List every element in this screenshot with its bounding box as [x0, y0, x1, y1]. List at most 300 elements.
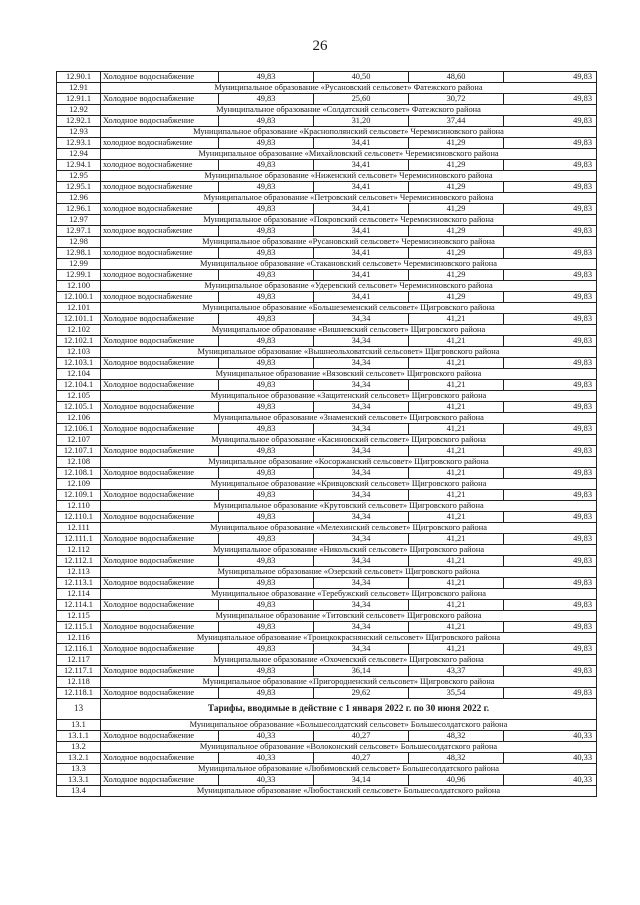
- tariff-value-1: 49,83: [219, 600, 314, 611]
- tariff-value-1: 49,83: [219, 226, 314, 237]
- tariff-value-1: 40,33: [219, 753, 314, 764]
- row-code: 12.112: [57, 545, 101, 556]
- tariff-value-1: 49,83: [219, 402, 314, 413]
- service-name: холодное водоснабжение: [101, 138, 219, 149]
- tariff-value-3: 48,60: [409, 72, 504, 83]
- row-code: 12.105.1: [57, 402, 101, 413]
- tariff-value-3: 41,29: [409, 138, 504, 149]
- row-code: 12.98: [57, 237, 101, 248]
- tariff-value-4: 49,83: [504, 314, 597, 325]
- tariff-row: [57, 314, 597, 325]
- tariff-value-1: 49,83: [219, 358, 314, 369]
- service-name: Холодное водоснабжение: [101, 116, 219, 127]
- row-code: 13.3: [57, 764, 101, 775]
- tariff-value-4: 49,83: [504, 644, 597, 655]
- municipality-row: [57, 720, 597, 731]
- municipality-row: [57, 303, 597, 314]
- municipality-name: Муниципальное образование «Волоконский сельсовет» Большесолдатского района: [101, 742, 597, 753]
- tariff-value-4: 49,83: [504, 204, 597, 215]
- tariff-value-2: 34,41: [314, 160, 409, 171]
- tariff-value-2: 34,41: [314, 182, 409, 193]
- municipality-name: Муниципальное образование «Косоржанский сельсовет» Щигровского района: [101, 457, 597, 468]
- tariff-row: [57, 226, 597, 237]
- municipality-row: [57, 325, 597, 336]
- row-code: 12.102.1: [57, 336, 101, 347]
- municipality-name: Муниципальное образование «Охочевский сельсовет» Щигровского района: [101, 655, 597, 666]
- service-name: холодное водоснабжение: [101, 182, 219, 193]
- tariff-value-1: 49,83: [219, 292, 314, 303]
- row-code: 12.113.1: [57, 578, 101, 589]
- tariff-row: [57, 116, 597, 127]
- municipality-name: Муниципальное образование «Стакановский сельсовет» Черемисиновского района: [101, 259, 597, 270]
- tariff-value-4: 49,83: [504, 94, 597, 105]
- tariff-value-3: 35,54: [409, 688, 504, 699]
- municipality-row: [57, 193, 597, 204]
- municipality-row: [57, 391, 597, 402]
- tariff-value-2: 34,41: [314, 138, 409, 149]
- row-code: 12.109: [57, 479, 101, 490]
- service-name: Холодное водоснабжение: [101, 446, 219, 457]
- tariff-value-4: 49,83: [504, 72, 597, 83]
- tariff-row: [57, 578, 597, 589]
- row-code: 12.94: [57, 149, 101, 160]
- tariff-value-3: 41,21: [409, 314, 504, 325]
- service-name: Холодное водоснабжение: [101, 424, 219, 435]
- tariff-value-2: 34,41: [314, 270, 409, 281]
- tariff-value-1: 49,83: [219, 248, 314, 259]
- service-name: Холодное водоснабжение: [101, 468, 219, 479]
- row-code: 12.112.1: [57, 556, 101, 567]
- tariff-value-4: 49,83: [504, 446, 597, 457]
- tariff-value-1: 49,83: [219, 424, 314, 435]
- tariff-value-1: 49,83: [219, 314, 314, 325]
- tariff-value-2: 36,14: [314, 666, 409, 677]
- municipality-name: Муниципальное образование «Русановский сельсовет» Фатежского района: [101, 83, 597, 94]
- tariff-value-4: 49,83: [504, 556, 597, 567]
- municipality-name: Муниципальное образование «Большесолдатский сельсовет» Большесолдатского района: [101, 720, 597, 731]
- tariff-value-1: 49,83: [219, 490, 314, 501]
- tariff-value-4: 49,83: [504, 534, 597, 545]
- service-name: Холодное водоснабжение: [101, 775, 219, 786]
- tariff-value-2: 34,34: [314, 534, 409, 545]
- service-name: Холодное водоснабжение: [101, 314, 219, 325]
- row-code: 12.115: [57, 611, 101, 622]
- tariff-value-2: 25,60: [314, 94, 409, 105]
- tariff-value-1: 49,83: [219, 116, 314, 127]
- tariff-value-2: 34,34: [314, 600, 409, 611]
- tariff-value-3: 41,29: [409, 248, 504, 259]
- municipality-name: Муниципальное образование «Кривцовский сельсовет» Щигровского района: [101, 479, 597, 490]
- row-code: 13.3.1: [57, 775, 101, 786]
- tariff-value-3: 41,29: [409, 292, 504, 303]
- tariff-row: [57, 490, 597, 501]
- tariff-value-4: 49,83: [504, 468, 597, 479]
- municipality-row: [57, 237, 597, 248]
- tariff-value-4: 49,83: [504, 358, 597, 369]
- service-name: Холодное водоснабжение: [101, 94, 219, 105]
- row-code: 13.1: [57, 720, 101, 731]
- municipality-name: Муниципальное образование «Любимовский сельсовет» Большесолдатского района: [101, 764, 597, 775]
- tariff-value-1: 49,83: [219, 666, 314, 677]
- row-code: 12.109.1: [57, 490, 101, 501]
- row-code: 12.108.1: [57, 468, 101, 479]
- tariff-value-1: 49,83: [219, 468, 314, 479]
- row-code: 12.96.1: [57, 204, 101, 215]
- tariff-value-1: 49,83: [219, 204, 314, 215]
- row-code: 12.93.1: [57, 138, 101, 149]
- tariff-row: [57, 775, 597, 786]
- municipality-name: Муниципальное образование «Озерский сельсовет» Щигровского района: [101, 567, 597, 578]
- tariff-value-4: 49,83: [504, 380, 597, 391]
- municipality-row: [57, 589, 597, 600]
- service-name: Холодное водоснабжение: [101, 600, 219, 611]
- row-code: 12.95: [57, 171, 101, 182]
- tariff-value-3: 41,29: [409, 160, 504, 171]
- tariff-value-4: 49,83: [504, 248, 597, 259]
- section-heading: Тарифы, вводимые в действие с 1 января 2022 г. по 30 июня 2022 г.: [101, 699, 597, 720]
- municipality-row: [57, 611, 597, 622]
- service-name: холодное водоснабжение: [101, 160, 219, 171]
- tariff-value-3: 48,32: [409, 753, 504, 764]
- municipality-row: [57, 742, 597, 753]
- row-code: 12.116.1: [57, 644, 101, 655]
- tariff-row: [57, 270, 597, 281]
- service-name: Холодное водоснабжение: [101, 534, 219, 545]
- tariff-value-1: 49,83: [219, 644, 314, 655]
- tariff-value-3: 41,21: [409, 556, 504, 567]
- tariff-value-2: 34,34: [314, 358, 409, 369]
- row-code: 12.102: [57, 325, 101, 336]
- municipality-row: [57, 281, 597, 292]
- row-code: 12.100.1: [57, 292, 101, 303]
- row-code: 13: [57, 699, 101, 720]
- municipality-name: Муниципальное образование «Знаменский сельсовет» Щигровского района: [101, 413, 597, 424]
- tariff-value-2: 34,41: [314, 292, 409, 303]
- municipality-name: Муниципальное образование «Большеземенский сельсовет» Щигровского района: [101, 303, 597, 314]
- municipality-name: Муниципальное образование «Никольский сельсовет» Щигровского района: [101, 545, 597, 556]
- tariff-value-2: 34,34: [314, 314, 409, 325]
- municipality-name: Муниципальное образование «Троицкокраснянский сельсовет» Щигровского района: [101, 633, 597, 644]
- tariff-row: [57, 138, 597, 149]
- row-code: 12.92.1: [57, 116, 101, 127]
- tariff-value-2: 34,34: [314, 556, 409, 567]
- tariff-value-1: 49,83: [219, 72, 314, 83]
- municipality-row: [57, 127, 597, 138]
- tariff-value-4: 49,83: [504, 226, 597, 237]
- service-name: холодное водоснабжение: [101, 204, 219, 215]
- row-code: 12.111.1: [57, 534, 101, 545]
- tariff-value-3: 41,21: [409, 468, 504, 479]
- row-code: 12.97: [57, 215, 101, 226]
- tariff-value-2: 34,34: [314, 468, 409, 479]
- tariff-value-4: 49,83: [504, 512, 597, 523]
- municipality-row: [57, 259, 597, 270]
- municipality-row: [57, 83, 597, 94]
- row-code: 12.99: [57, 259, 101, 270]
- municipality-name: Муниципальное образование «Теребужский сельсовет» Щигровского района: [101, 589, 597, 600]
- row-code: 12.98.1: [57, 248, 101, 259]
- tariff-value-3: 48,32: [409, 731, 504, 742]
- municipality-name: Муниципальное образование «Удеревский сельсовет» Черемисиновского района: [101, 281, 597, 292]
- municipality-row: [57, 764, 597, 775]
- tariff-value-4: 49,83: [504, 578, 597, 589]
- tariff-value-2: 34,34: [314, 424, 409, 435]
- tariff-table-body: [57, 72, 597, 797]
- tariff-row: [57, 424, 597, 435]
- tariff-value-4: 40,33: [504, 753, 597, 764]
- service-name: Холодное водоснабжение: [101, 578, 219, 589]
- municipality-name: Муниципальное образование «Касиновский сельсовет» Щигровского района: [101, 435, 597, 446]
- tariff-row: [57, 204, 597, 215]
- service-name: Холодное водоснабжение: [101, 688, 219, 699]
- service-name: Холодное водоснабжение: [101, 490, 219, 501]
- service-name: Холодное водоснабжение: [101, 358, 219, 369]
- tariff-table: [56, 71, 597, 797]
- municipality-name: Муниципальное образование «Краснополянский сельсовет» Черемисиновского района: [101, 127, 597, 138]
- municipality-row: [57, 457, 597, 468]
- tariff-row: [57, 182, 597, 193]
- tariff-row: [57, 753, 597, 764]
- tariff-value-3: 41,21: [409, 336, 504, 347]
- row-code: 12.107.1: [57, 446, 101, 457]
- municipality-name: Муниципальное образование «Вязовский сельсовет» Щигровского района: [101, 369, 597, 380]
- municipality-row: [57, 633, 597, 644]
- municipality-name: Муниципальное образование «Вишневский сельсовет» Щигровского района: [101, 325, 597, 336]
- row-code: 12.113: [57, 567, 101, 578]
- row-code: 12.95.1: [57, 182, 101, 193]
- tariff-value-3: 41,21: [409, 358, 504, 369]
- municipality-row: [57, 215, 597, 226]
- tariff-value-4: 49,83: [504, 402, 597, 413]
- row-code: 13.1.1: [57, 731, 101, 742]
- tariff-value-2: 34,34: [314, 336, 409, 347]
- tariff-row: [57, 644, 597, 655]
- tariff-value-2: 40,50: [314, 72, 409, 83]
- row-code: 12.115.1: [57, 622, 101, 633]
- tariff-value-2: 34,34: [314, 490, 409, 501]
- tariff-value-2: 40,27: [314, 731, 409, 742]
- municipality-name: Муниципальное образование «Солдатский сельсовет» Фатежского района: [101, 105, 597, 116]
- tariff-value-3: 41,21: [409, 578, 504, 589]
- row-code: 12.94.1: [57, 160, 101, 171]
- tariff-value-1: 49,83: [219, 380, 314, 391]
- row-code: 12.96: [57, 193, 101, 204]
- tariff-value-1: 49,83: [219, 556, 314, 567]
- tariff-value-4: 49,83: [504, 490, 597, 501]
- service-name: холодное водоснабжение: [101, 248, 219, 259]
- row-code: 12.99.1: [57, 270, 101, 281]
- municipality-row: [57, 369, 597, 380]
- tariff-value-2: 40,27: [314, 753, 409, 764]
- municipality-name: Муниципальное образование «Русановский сельсовет» Черемисиновского района: [101, 237, 597, 248]
- municipality-name: Муниципальное образование «Покровский сельсовет» Черемисиновского района: [101, 215, 597, 226]
- municipality-name: Муниципальное образование «Ниженский сельсовет» Черемисиновского района: [101, 171, 597, 182]
- tariff-row: [57, 94, 597, 105]
- tariff-value-1: 40,33: [219, 731, 314, 742]
- tariff-row: [57, 731, 597, 742]
- row-code: 12.118.1: [57, 688, 101, 699]
- municipality-row: [57, 501, 597, 512]
- tariff-value-3: 41,21: [409, 534, 504, 545]
- tariff-value-3: 40,96: [409, 775, 504, 786]
- tariff-value-3: 37,44: [409, 116, 504, 127]
- row-code: 13.4: [57, 786, 101, 797]
- row-code: 12.90.1: [57, 72, 101, 83]
- tariff-value-1: 49,83: [219, 622, 314, 633]
- municipality-name: Муниципальное образование «Вышнеольховатский сельсовет» Щигровского района: [101, 347, 597, 358]
- tariff-row: [57, 534, 597, 545]
- tariff-value-1: 49,83: [219, 94, 314, 105]
- row-code: 12.97.1: [57, 226, 101, 237]
- tariff-value-1: 49,83: [219, 512, 314, 523]
- tariff-value-2: 34,41: [314, 226, 409, 237]
- row-code: 12.91: [57, 83, 101, 94]
- tariff-value-4: 49,83: [504, 138, 597, 149]
- row-code: 12.106.1: [57, 424, 101, 435]
- municipality-name: Муниципальное образование «Титовский сельсовет» Щигровского района: [101, 611, 597, 622]
- tariff-value-3: 41,21: [409, 600, 504, 611]
- row-code: 13.2: [57, 742, 101, 753]
- tariff-value-1: 49,83: [219, 138, 314, 149]
- tariff-value-3: 41,21: [409, 622, 504, 633]
- municipality-name: Муниципальное образование «Петровский сельсовет» Черемисиновского района: [101, 193, 597, 204]
- tariff-value-2: 34,41: [314, 248, 409, 259]
- tariff-value-4: 49,83: [504, 622, 597, 633]
- tariff-row: [57, 622, 597, 633]
- row-code: 13.2.1: [57, 753, 101, 764]
- tariff-row: [57, 380, 597, 391]
- tariff-value-1: 49,83: [219, 688, 314, 699]
- tariff-value-4: 49,83: [504, 336, 597, 347]
- tariff-value-2: 34,34: [314, 578, 409, 589]
- tariff-row: [57, 600, 597, 611]
- tariff-value-3: 41,29: [409, 204, 504, 215]
- tariff-row: [57, 336, 597, 347]
- service-name: холодное водоснабжение: [101, 270, 219, 281]
- municipality-row: [57, 677, 597, 688]
- service-name: Холодное водоснабжение: [101, 380, 219, 391]
- tariff-value-2: 34,34: [314, 512, 409, 523]
- tariff-row: [57, 468, 597, 479]
- municipality-row: [57, 435, 597, 446]
- tariff-value-4: 49,83: [504, 160, 597, 171]
- tariff-value-4: 49,83: [504, 292, 597, 303]
- municipality-row: [57, 105, 597, 116]
- tariff-value-3: 41,21: [409, 644, 504, 655]
- tariff-value-4: 49,83: [504, 116, 597, 127]
- tariff-value-4: 40,33: [504, 775, 597, 786]
- tariff-value-3: 41,21: [409, 512, 504, 523]
- row-code: 12.117.1: [57, 666, 101, 677]
- tariff-value-2: 31,20: [314, 116, 409, 127]
- municipality-row: [57, 523, 597, 534]
- row-code: 12.106: [57, 413, 101, 424]
- municipality-name: Муниципальное образование «Михайловский сельсовет» Черемисиновского района: [101, 149, 597, 160]
- service-name: Холодное водоснабжение: [101, 72, 219, 83]
- service-name: Холодное водоснабжение: [101, 731, 219, 742]
- tariff-row: [57, 358, 597, 369]
- tariff-row: [57, 688, 597, 699]
- row-code: 12.117: [57, 655, 101, 666]
- service-name: Холодное водоснабжение: [101, 666, 219, 677]
- row-code: 12.107: [57, 435, 101, 446]
- tariff-value-2: 34,34: [314, 446, 409, 457]
- row-code: 12.114: [57, 589, 101, 600]
- row-code: 12.110: [57, 501, 101, 512]
- row-code: 12.93: [57, 127, 101, 138]
- tariff-value-1: 49,83: [219, 160, 314, 171]
- service-name: холодное водоснабжение: [101, 292, 219, 303]
- tariff-value-2: 34,41: [314, 204, 409, 215]
- row-code: 12.104: [57, 369, 101, 380]
- tariff-value-3: 41,21: [409, 424, 504, 435]
- tariff-value-1: 49,83: [219, 578, 314, 589]
- municipality-name: Муниципальное образование «Мелехинский сельсовет» Щигровского района: [101, 523, 597, 534]
- service-name: Холодное водоснабжение: [101, 753, 219, 764]
- tariff-row: [57, 402, 597, 413]
- municipality-row: [57, 567, 597, 578]
- tariff-value-1: 49,83: [219, 336, 314, 347]
- tariff-value-1: 49,83: [219, 446, 314, 457]
- municipality-row: [57, 171, 597, 182]
- tariff-row: [57, 556, 597, 567]
- row-code: 12.100: [57, 281, 101, 292]
- service-name: Холодное водоснабжение: [101, 512, 219, 523]
- tariff-row: [57, 512, 597, 523]
- page-number: 26: [312, 38, 328, 54]
- row-code: 12.110.1: [57, 512, 101, 523]
- row-code: 12.111: [57, 523, 101, 534]
- row-code: 12.105: [57, 391, 101, 402]
- tariff-value-3: 41,21: [409, 490, 504, 501]
- municipality-row: [57, 786, 597, 797]
- tariff-row: [57, 446, 597, 457]
- service-name: Холодное водоснабжение: [101, 644, 219, 655]
- row-code: 12.92: [57, 105, 101, 116]
- tariff-value-2: 34,34: [314, 380, 409, 391]
- tariff-value-1: 40,33: [219, 775, 314, 786]
- row-code: 12.108: [57, 457, 101, 468]
- municipality-row: [57, 655, 597, 666]
- service-name: Холодное водоснабжение: [101, 556, 219, 567]
- tariff-value-1: 49,83: [219, 182, 314, 193]
- tariff-row: [57, 160, 597, 171]
- tariff-value-3: 43,37: [409, 666, 504, 677]
- tariff-value-4: 49,83: [504, 270, 597, 281]
- tariff-value-4: 49,83: [504, 424, 597, 435]
- service-name: Холодное водоснабжение: [101, 402, 219, 413]
- tariff-value-3: 41,21: [409, 402, 504, 413]
- tariff-value-3: 41,21: [409, 380, 504, 391]
- tariff-row: [57, 248, 597, 259]
- municipality-row: [57, 545, 597, 556]
- tariff-value-1: 49,83: [219, 270, 314, 281]
- municipality-name: Муниципальное образование «Любостанский сельсовет» Большесолдатского района: [101, 786, 597, 797]
- tariff-value-4: 40,33: [504, 731, 597, 742]
- row-code: 12.114.1: [57, 600, 101, 611]
- service-name: Холодное водоснабжение: [101, 622, 219, 633]
- service-name: Холодное водоснабжение: [101, 336, 219, 347]
- section-heading-row: [57, 699, 597, 720]
- tariff-value-4: 49,83: [504, 600, 597, 611]
- tariff-row: [57, 666, 597, 677]
- service-name: холодное водоснабжение: [101, 226, 219, 237]
- row-code: 12.91.1: [57, 94, 101, 105]
- municipality-name: Муниципальное образование «Защитенский сельсовет» Щигровского района: [101, 391, 597, 402]
- row-code: 12.104.1: [57, 380, 101, 391]
- tariff-row: [57, 72, 597, 83]
- tariff-row: [57, 292, 597, 303]
